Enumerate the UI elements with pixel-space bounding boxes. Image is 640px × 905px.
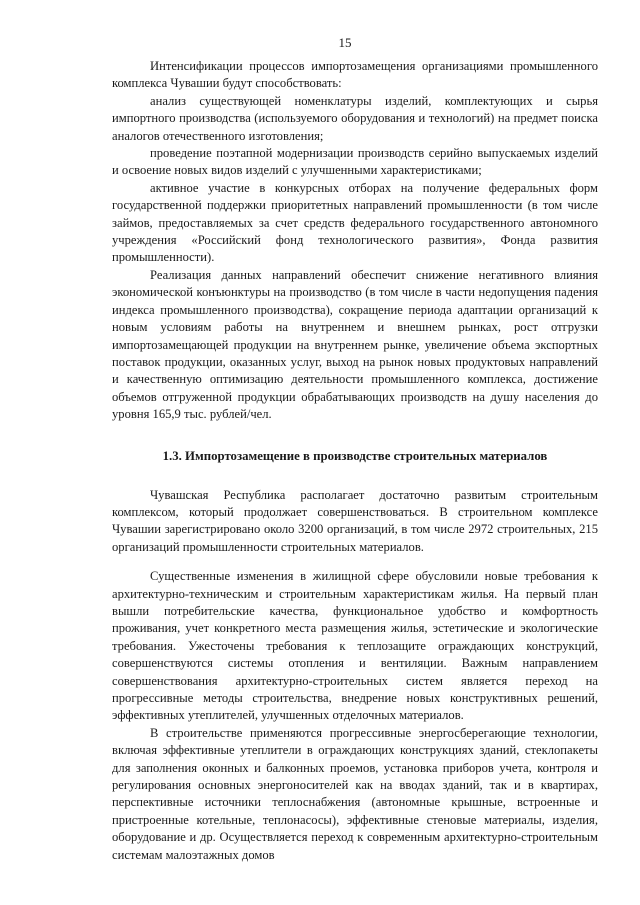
- paragraph-body: Чувашская Республика располагает достаточно развитым строительным комплексом, который продолжает совершенствоваться. В строительном комплексе Чувашии зарегистрировано около 3200 организаций, в том числе 2972 строительных, 215 организаций промышленности строительных материалов.: [112, 487, 598, 554]
- paragraph-list-item: активное участие в конкурсных отборах на получение федеральных форм государственной поддержки приоритетных направлений промышленности (в том числе займов, предоставляемых за счет средств федерального государственного автономного учреждения «Российский фонд технологического развития», Фонда развития промышленности).: [112, 180, 598, 265]
- paragraph-list-item: проведение поэтапной модернизации производств серийно выпускаемых изделий и освоение новых видов изделий с улучшенными характеристиками;: [112, 146, 598, 178]
- section-heading: 1.3. Импортозамещение в производстве строительных материалов: [162, 448, 548, 463]
- document-body: [112, 58, 598, 864]
- paragraph-list-item: анализ существующей номенклатуры изделий, комплектующих и сырья импортного производства (используемого оборудования и технологий) на предмет поиска аналогов отечественного изготовления;: [112, 93, 598, 143]
- paragraph-body: Существенные изменения в жилищной сфере обусловили новые требования к архитектурно-техническим и строительным характеристикам жилья. На первый план вышли потребительские качества, функциональное удобство и комфортность проживания, учет конкретного места размещения жилья, эстетические и экологические требования. Ужесточены требования к теплозащите ограждающих конструкций, совершенствуются системы отопления и вентиляции. Важным направлением совершенствования архитектурно-строительных систем является переход на прогрессивные методы строительства, внедрение новых конструктивных решений, эффективных утеплителей, улучшенных отделочных материалов.: [112, 569, 598, 723]
- paragraph-gap: [112, 556, 598, 568]
- paragraph-body: В строительстве применяются прогрессивные энергосберегающие технологии, включая эффективные утеплители в ограждающих конструкциях зданий, стеклопакеты для заполнения оконных и балконных проемов, установка приборов учета, контроля и регулирования основных энергоносителей как на вводах зданий, так и в квартирах, перспективные источники теплоснабжения (автономные крышные, встроенные и пристроенные котельные, теплонасосы), эффективные стеновые материалы, изделия, оборудование и др. Осуществляется переход к современным архитектурно-строительным системам малоэтажных домов: [112, 725, 598, 862]
- paragraph-result: Реализация данных направлений обеспечит снижение негативного влияния экономической конъюнктуры на производство (в том числе в части недопущения падения индекса промышленного производства), сокращение периода адаптации организаций к новым условиям работы на внутреннем и внешнем рынках, рост отгрузки импортозамещающей продукции на внутреннем рынке, увеличение объема экспортных поставок продукции, оказанных услуг, выход на рынок новых продуктовых направлений и качественную оптимизацию деятельности промышленного комплекса, достижение объемов отгруженной продукции обрабатывающих производств на душу населения до уровня 165,9 тыс. рублей/чел.: [112, 267, 598, 422]
- page-number: 15: [338, 35, 352, 50]
- paragraph-intro: Интенсификации процессов импортозамещения организациями промышленного комплекса Чувашии будут способствовать:: [112, 59, 598, 91]
